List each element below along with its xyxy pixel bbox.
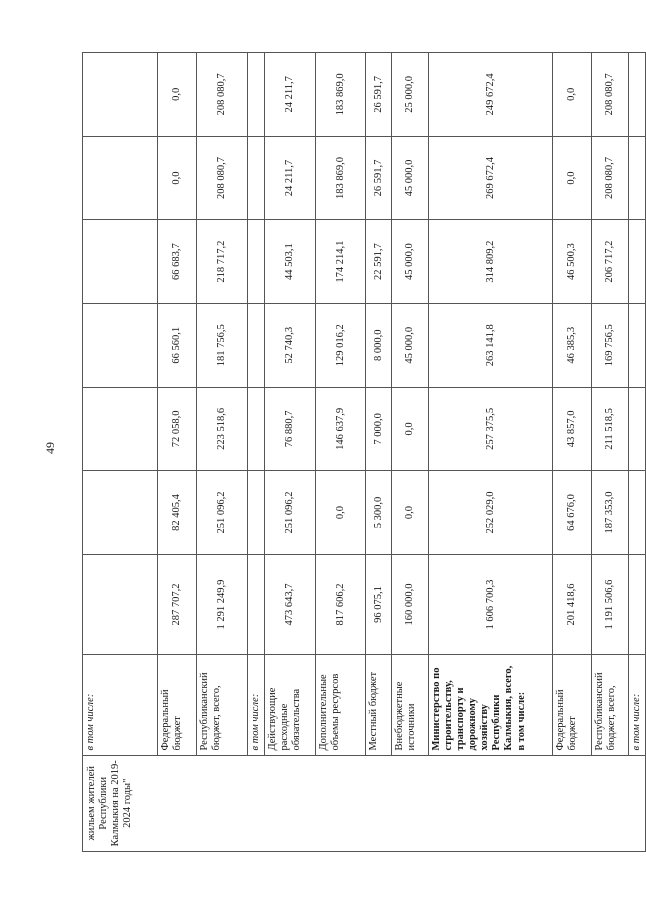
value-cell: 257 375,5 — [429, 387, 553, 471]
value-cell: 45 000,0 — [392, 136, 429, 220]
value-cell: 314 809,2 — [429, 220, 553, 304]
value-cell — [629, 471, 646, 555]
value-cell — [248, 303, 265, 387]
table-row — [265, 53, 316, 852]
row-label: в том числе: — [629, 655, 646, 755]
value-cell — [629, 220, 646, 304]
value-cell: 8 000,0 — [366, 303, 392, 387]
value-cell — [83, 136, 158, 220]
value-cell: 44 503,1 — [265, 220, 316, 304]
value-cell: 174 214,1 — [316, 220, 366, 304]
value-cell: 26 591,7 — [366, 53, 392, 137]
value-cell: 187 353,0 — [592, 471, 629, 555]
value-cell: 208 080,7 — [197, 136, 248, 220]
value-cell: 22 591,7 — [366, 220, 392, 304]
value-cell — [83, 303, 158, 387]
value-cell — [248, 471, 265, 555]
table-row — [158, 53, 197, 852]
value-cell: 181 756,5 — [197, 303, 248, 387]
value-cell — [629, 387, 646, 471]
value-cell: 169 756,5 — [592, 303, 629, 387]
table-row — [429, 53, 553, 852]
value-cell — [83, 554, 158, 654]
value-cell — [83, 220, 158, 304]
value-cell: 52 740,3 — [265, 303, 316, 387]
value-cell: 0,0 — [392, 471, 429, 555]
value-cell — [83, 53, 158, 137]
row-label: Дополнительные объемы ресурсов — [316, 655, 366, 755]
value-cell: 0,0 — [158, 53, 197, 137]
value-cell: 1 191 506,6 — [592, 554, 629, 654]
value-cell: 201 418,6 — [553, 554, 592, 654]
program-name-cell: жильем жителей Республики Калмыкия на 2019-2024 годы" — [83, 755, 646, 851]
value-cell: 473 643,7 — [265, 554, 316, 654]
table-row — [629, 53, 646, 852]
value-cell: 251 096,2 — [197, 471, 248, 555]
value-cell: 1 291 249,9 — [197, 554, 248, 654]
value-cell — [629, 136, 646, 220]
value-cell: 64 676,0 — [553, 471, 592, 555]
value-cell: 211 518,5 — [592, 387, 629, 471]
row-label: Республиканский бюджет, всего, — [197, 655, 248, 755]
value-cell — [83, 471, 158, 555]
value-cell: 208 080,7 — [592, 53, 629, 137]
row-label: Федеральный бюджет — [553, 655, 592, 755]
value-cell: 24 211,7 — [265, 136, 316, 220]
value-cell: 206 717,2 — [592, 220, 629, 304]
value-cell: 0,0 — [553, 53, 592, 137]
row-label: Действующие расходные обязательства — [265, 655, 316, 755]
value-cell: 287 707,2 — [158, 554, 197, 654]
value-cell: 129 016,2 — [316, 303, 366, 387]
table-row — [83, 53, 158, 852]
value-cell: 76 880,7 — [265, 387, 316, 471]
value-cell: 45 000,0 — [392, 220, 429, 304]
value-cell: 24 211,7 — [265, 53, 316, 137]
value-cell: 43 857,0 — [553, 387, 592, 471]
table-row — [366, 53, 392, 852]
row-label: Внебюджетные источники — [392, 655, 429, 755]
page-number: 49 — [43, 442, 57, 454]
value-cell — [248, 53, 265, 137]
value-cell: 46 500,3 — [553, 220, 592, 304]
table-row — [392, 53, 429, 852]
value-cell: 208 080,7 — [197, 53, 248, 137]
value-cell: 72 058,0 — [158, 387, 197, 471]
value-cell: 251 096,2 — [265, 471, 316, 555]
value-cell — [248, 136, 265, 220]
value-cell — [629, 554, 646, 654]
value-cell: 0,0 — [392, 387, 429, 471]
value-cell: 223 518,6 — [197, 387, 248, 471]
value-cell: 45 000,0 — [392, 303, 429, 387]
value-cell — [629, 303, 646, 387]
value-cell: 26 591,7 — [366, 136, 392, 220]
table-row — [248, 53, 265, 852]
value-cell: 66 560,1 — [158, 303, 197, 387]
value-cell: 183 869,0 — [316, 136, 366, 220]
value-cell: 146 637,9 — [316, 387, 366, 471]
value-cell: 96 075,1 — [366, 554, 392, 654]
row-label: в том числе: — [248, 655, 265, 755]
table-row — [197, 53, 248, 852]
value-cell: 269 672,4 — [429, 136, 553, 220]
value-cell: 46 385,3 — [553, 303, 592, 387]
value-cell: 249 672,4 — [429, 53, 553, 137]
row-label: Министерство по строительству, транспорту и дорожному хозяйству Республики Калмыкия, всего, в том числе: — [429, 655, 553, 755]
value-cell: 183 869,0 — [316, 53, 366, 137]
row-label: Местный бюджет — [366, 655, 392, 755]
value-cell: 0,0 — [553, 136, 592, 220]
budget-table-body — [83, 53, 646, 852]
table-row — [316, 53, 366, 852]
value-cell: 263 141,8 — [429, 303, 553, 387]
value-cell — [83, 387, 158, 471]
table-row — [553, 53, 592, 852]
row-label: Федеральный бюджет — [158, 655, 197, 755]
value-cell: 25 000,0 — [392, 53, 429, 137]
value-cell — [248, 387, 265, 471]
value-cell: 5 300,0 — [366, 471, 392, 555]
value-cell: 66 683,7 — [158, 220, 197, 304]
row-label: в том числе: — [83, 655, 158, 755]
value-cell — [248, 554, 265, 654]
value-cell: 160 000,0 — [392, 554, 429, 654]
value-cell: 218 717,2 — [197, 220, 248, 304]
value-cell: 1 606 700,3 — [429, 554, 553, 654]
value-cell — [629, 53, 646, 137]
value-cell: 208 080,7 — [592, 136, 629, 220]
row-label: Республиканский бюджет, всего, — [592, 655, 629, 755]
budget-table — [82, 52, 646, 852]
value-cell: 817 606,2 — [316, 554, 366, 654]
value-cell: 7 000,0 — [366, 387, 392, 471]
rotated-page-content — [82, 52, 643, 852]
value-cell: 0,0 — [158, 136, 197, 220]
value-cell — [248, 220, 265, 304]
value-cell: 252 029,0 — [429, 471, 553, 555]
value-cell: 82 405,4 — [158, 471, 197, 555]
table-row — [592, 53, 629, 852]
value-cell: 0,0 — [316, 471, 366, 555]
